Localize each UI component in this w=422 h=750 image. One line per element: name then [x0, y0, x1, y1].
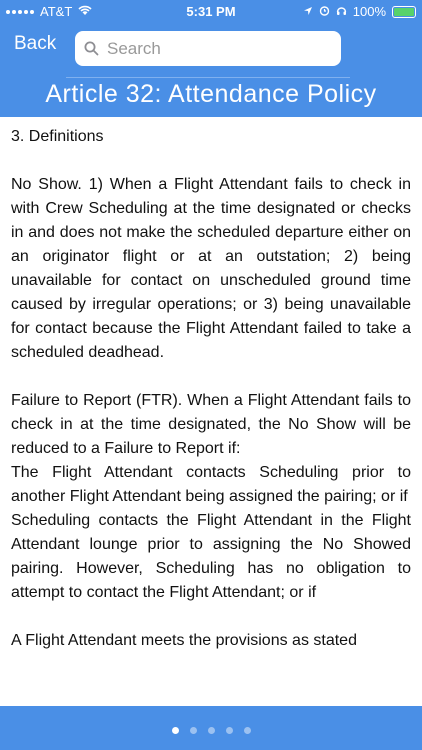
alarm-icon: [319, 4, 330, 19]
status-time: 5:31 PM: [186, 4, 236, 19]
battery-percent: 100%: [352, 4, 386, 19]
ftr-line: Scheduling contacts the Flight Attendant in the Flight Attendant lounge prior to assigning the No Showed pairing. However, Scheduling has no obligation to attempt to contact the Flight Attendant; or if: [11, 512, 411, 601]
page-dot[interactable]: [244, 727, 251, 734]
page-dot[interactable]: [208, 727, 215, 734]
trailing-paragraph: A Flight Attendant meets the provisions as stated: [11, 632, 357, 649]
ftr-line: Failure to Report (FTR). When a Flight Attendant fails to check in at the time designated, the No Show will be reduced to a Failure to Report if:: [11, 392, 411, 457]
page-dot[interactable]: [172, 727, 179, 734]
ftr-paragraph: [11, 389, 411, 605]
article-content[interactable]: [11, 125, 411, 707]
ftr-line: The Flight Attendant contacts Scheduling prior to another Flight Attendant being assigned the pairing; or if: [11, 464, 411, 505]
page-title: Article 32: Attendance Policy: [45, 80, 377, 108]
no-show-paragraph: No Show. 1) When a Flight Attendant fails to check in with Crew Scheduling at the time designated or checks in and does not make the scheduled departure either on an originator flight or at an outstation; 2) being unavailable for contact on unscheduled ground time caused by irregular operations; or 3) being unavailable for contact because the Flight Attendant failed to take a scheduled deadhead.: [11, 176, 411, 361]
search-icon: [84, 41, 99, 56]
location-arrow-icon: [303, 4, 313, 19]
carrier-label: AT&T: [40, 4, 73, 19]
header-divider: [66, 77, 350, 78]
nav-header: [0, 0, 422, 117]
page-indicator[interactable]: [0, 727, 422, 734]
headphones-icon: [336, 4, 347, 19]
battery-icon: [392, 6, 416, 18]
page-dot[interactable]: [190, 727, 197, 734]
back-button[interactable]: Back: [14, 33, 57, 54]
status-bar: [0, 0, 422, 22]
status-right: [303, 4, 416, 19]
section-heading: 3. Definitions: [11, 128, 104, 145]
search-bar[interactable]: [75, 31, 341, 66]
search-input[interactable]: [105, 38, 329, 60]
page-dot[interactable]: [226, 727, 233, 734]
pager-footer: [0, 706, 422, 750]
